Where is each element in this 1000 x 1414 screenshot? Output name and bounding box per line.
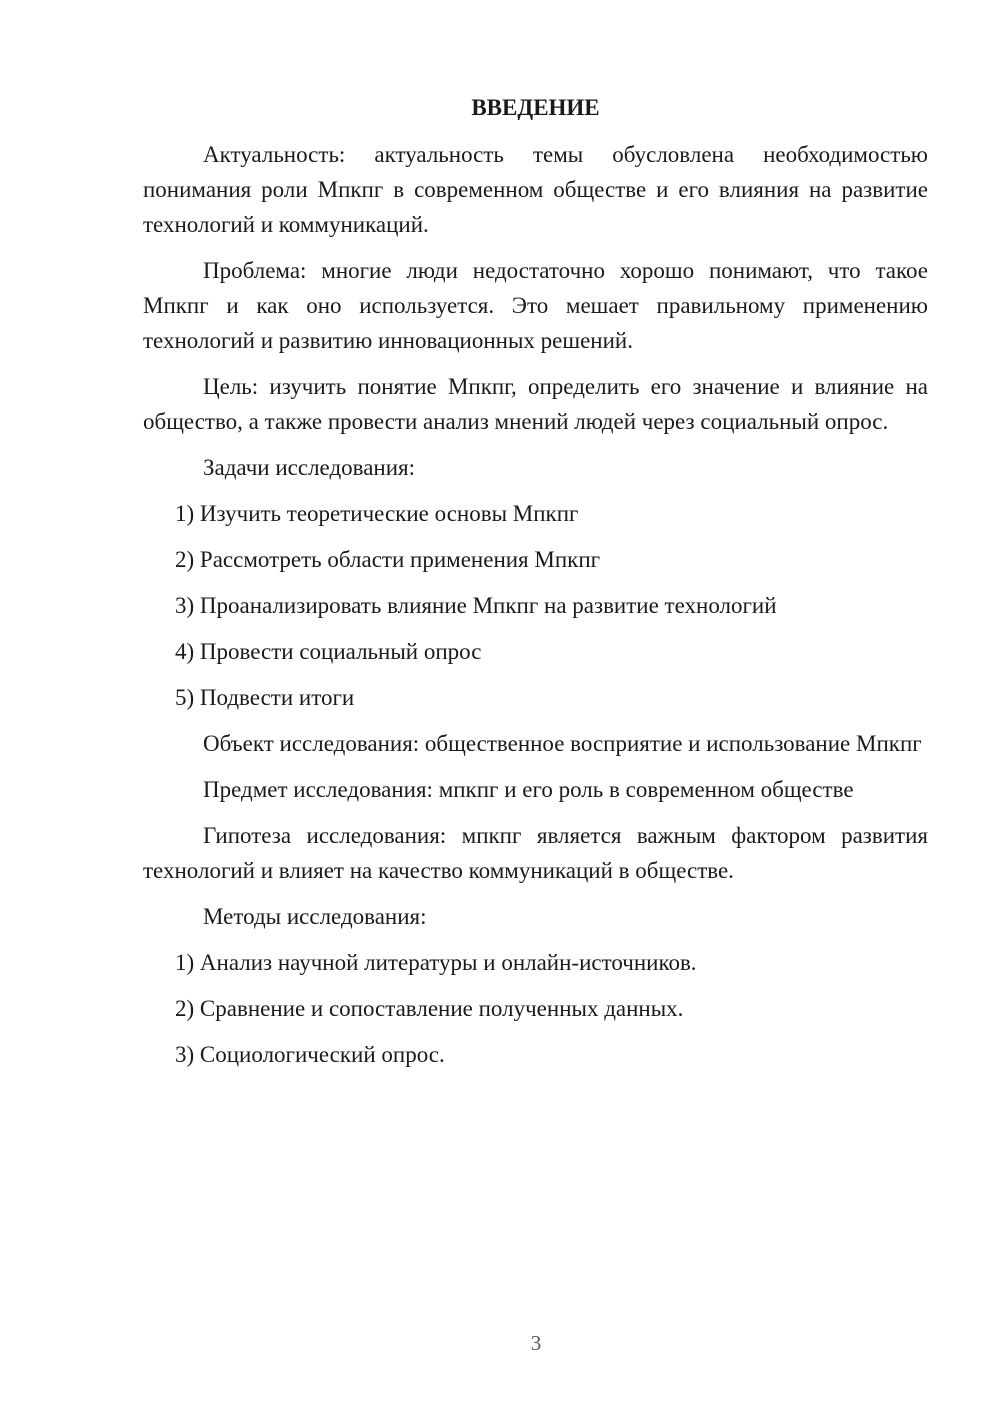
- list-item: 3) Проанализировать влияние Мпкпг на развитие технологий: [175, 593, 777, 618]
- list-item: 2) Рассмотреть области применения Мпкпг: [175, 547, 601, 572]
- subject-paragraph: Предмет исследования: мпкпг и его роль в современном обществе: [203, 777, 854, 802]
- page-title: ВВЕДЕНИЕ: [471, 95, 600, 120]
- list-item: 2) Сравнение и сопоставление полученных данных.: [175, 996, 684, 1021]
- tasks-list: [143, 496, 928, 715]
- object-paragraph: Объект исследования: общественное восприятие и использование Мпкпг: [203, 731, 922, 756]
- list-item: 5) Подвести итоги: [175, 685, 355, 710]
- list-item: 4) Провести социальный опрос: [175, 639, 482, 664]
- tasks-heading: Задачи исследования:: [203, 455, 416, 480]
- methods-list: [143, 945, 928, 1072]
- problem-paragraph: Проблема: многие люди недостаточно хорошо понимают, что такое Мпкпг и как оно используется. Это мешает правильному применению технологий и развитию инновационных решений.: [143, 258, 928, 353]
- list-item: 1) Анализ научной литературы и онлайн-источников.: [175, 950, 697, 975]
- hypothesis-paragraph: Гипотеза исследования: мпкпг является важным фактором развития технологий и влияет на качество коммуникаций в обществе.: [143, 823, 928, 883]
- page-content: [143, 90, 928, 1083]
- methods-heading: Методы исследования:: [203, 904, 427, 929]
- relevance-paragraph: Актуальность: актуальность темы обусловлена необходимостью понимания роли Мпкпг в современном обществе и его влияния на развитие технологий и коммуникаций.: [143, 142, 928, 237]
- list-item: 3) Социологический опрос.: [175, 1042, 445, 1067]
- page-number: 3: [530, 1331, 542, 1355]
- goal-paragraph: Цель: изучить понятие Мпкпг, определить его значение и влияние на общество, а также провести анализ мнений людей через социальный опрос.: [143, 374, 928, 434]
- list-item: 1) Изучить теоретические основы Мпкпг: [175, 501, 579, 526]
